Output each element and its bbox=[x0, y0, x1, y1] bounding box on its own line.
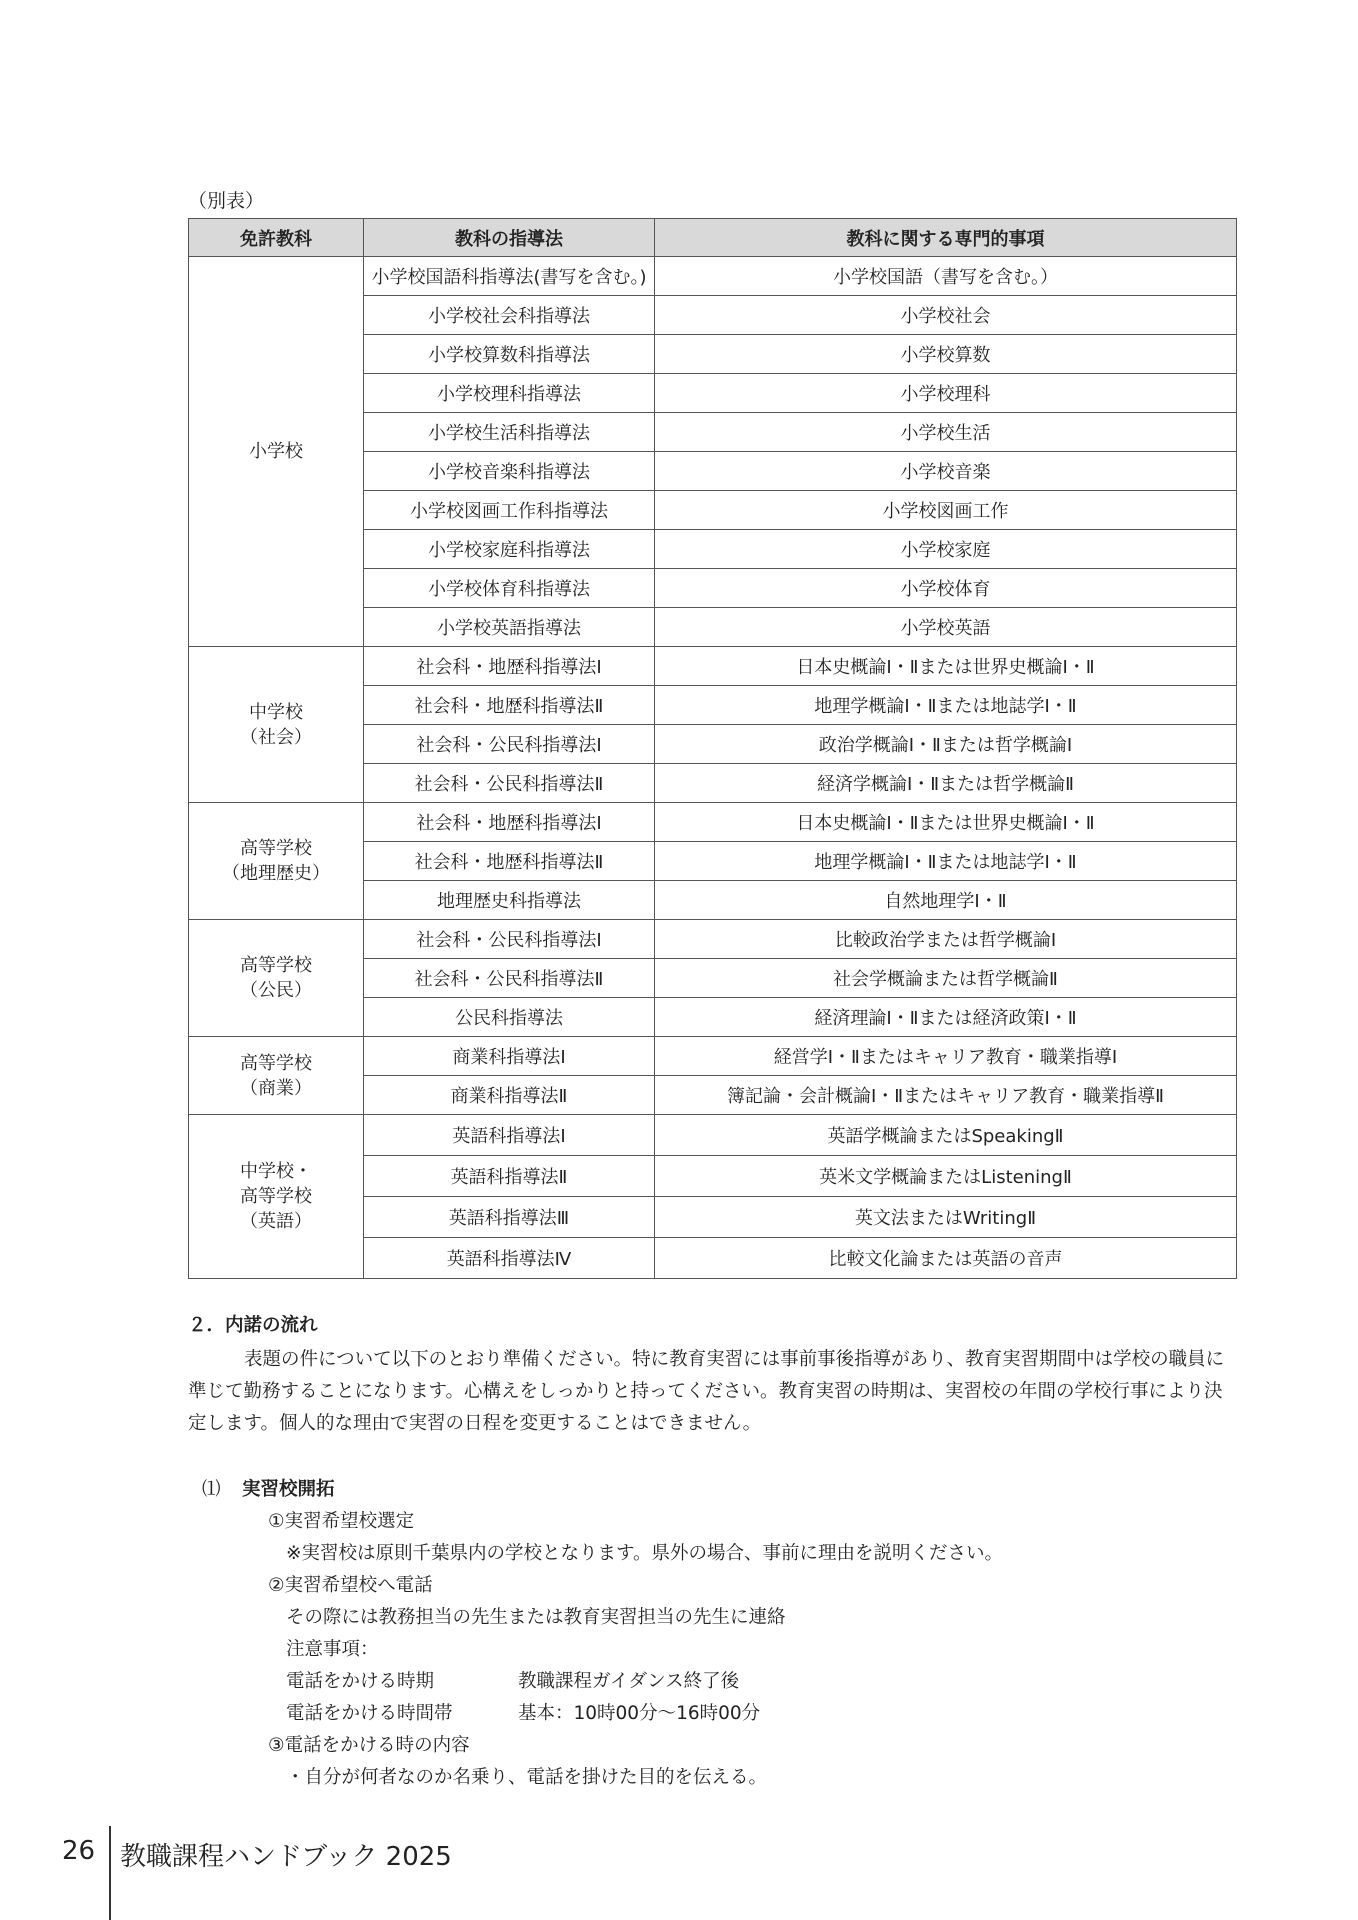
license-subject-line: 高等学校 bbox=[240, 1186, 312, 1207]
license-subject-cell bbox=[189, 920, 364, 1037]
license-subject-table bbox=[188, 218, 1237, 1279]
specialized-subject-cell: 英語学概論またはSpeakingⅡ bbox=[655, 1115, 1237, 1156]
specialized-subject-cell: 小学校図画工作 bbox=[655, 491, 1237, 530]
specialized-subject-cell: 英米文学概論またはListeningⅡ bbox=[655, 1156, 1237, 1197]
license-subject-line: 高等学校 bbox=[240, 955, 312, 976]
table-body bbox=[189, 257, 1237, 1279]
section-body-text: 表題の件について以下のとおり準備ください。特に教育実習には事前事後指導があり、教育実習期間中は学校の職員に準じて勤務することになります。心構えをしっかりと持ってください。教育実習の時期は、実習校の年間の学校行事により決定します。個人的な理由で実習の日程を変更することはできません。 bbox=[188, 1349, 1225, 1434]
page-number: 26 bbox=[62, 1836, 96, 1866]
license-subject-cell bbox=[189, 1037, 364, 1115]
teaching-method-cell: 社会科・地歴科指導法Ⅰ bbox=[364, 803, 655, 842]
teaching-method-cell: 小学校家庭科指導法 bbox=[364, 530, 655, 569]
section-heading: ２．内諾の流れ bbox=[188, 1315, 318, 1336]
specialized-subject-cell: 政治学概論Ⅰ・Ⅱまたは哲学概論Ⅰ bbox=[655, 725, 1237, 764]
teaching-method-cell: 小学校理科指導法 bbox=[364, 374, 655, 413]
teaching-method-cell: 社会科・公民科指導法Ⅱ bbox=[364, 959, 655, 998]
license-subject-line: （地理歴史） bbox=[222, 863, 330, 884]
step-3-note: ・自分が何者なのか名乗り、電話を掛けた目的を伝える。 bbox=[286, 1767, 768, 1788]
license-subject-line: （公民） bbox=[240, 980, 312, 1001]
specialized-subject-cell: 小学校社会 bbox=[655, 296, 1237, 335]
specialized-subject-cell: 経済学概論Ⅰ・Ⅱまたは哲学概論Ⅱ bbox=[655, 764, 1237, 803]
specialized-subject-cell: 小学校音楽 bbox=[655, 452, 1237, 491]
subsection-heading bbox=[188, 1474, 1236, 1506]
step-1-note: ※実習校は原則千葉県内の学校となります。県外の場合、事前に理由を説明ください。 bbox=[286, 1543, 1004, 1564]
teaching-method-cell: 小学校図画工作科指導法 bbox=[364, 491, 655, 530]
specialized-subject-cell: 小学校家庭 bbox=[655, 530, 1237, 569]
teaching-method-cell: 英語科指導法Ⅳ bbox=[364, 1238, 655, 1279]
specialized-subject-cell: 小学校理科 bbox=[655, 374, 1237, 413]
table-row bbox=[189, 1115, 1237, 1156]
teaching-method-cell: 小学校生活科指導法 bbox=[364, 413, 655, 452]
table-row bbox=[189, 803, 1237, 842]
teaching-method-cell: 小学校算数科指導法 bbox=[364, 335, 655, 374]
license-subject-cell bbox=[189, 1115, 364, 1279]
license-subject-line: 中学校 bbox=[249, 701, 303, 723]
subsection-number: ⑴ bbox=[202, 1479, 221, 1500]
teaching-method-cell: 社会科・公民科指導法Ⅰ bbox=[364, 725, 655, 764]
license-subject-line: 高等学校 bbox=[240, 1052, 312, 1074]
specialized-subject-cell: 小学校体育 bbox=[655, 569, 1237, 608]
teaching-method-cell: 社会科・公民科指導法Ⅱ bbox=[364, 764, 655, 803]
header-specialized-subject: 教科に関する専門的事項 bbox=[655, 219, 1237, 257]
specialized-subject-cell: 日本史概論Ⅰ・Ⅱまたは世界史概論Ⅰ・Ⅱ bbox=[655, 803, 1237, 842]
teaching-method-cell: 公民科指導法 bbox=[364, 998, 655, 1037]
specialized-subject-cell: 地理学概論Ⅰ・Ⅱまたは地誌学Ⅰ・Ⅱ bbox=[655, 842, 1237, 881]
license-subject-cell bbox=[189, 803, 364, 920]
specialized-subject-cell: 小学校英語 bbox=[655, 608, 1237, 647]
teaching-method-cell: 商業科指導法Ⅰ bbox=[364, 1037, 655, 1076]
subsection-title: 実習校開拓 bbox=[242, 1479, 335, 1500]
license-subject-line: （商業） bbox=[240, 1077, 312, 1099]
step-2: ②実習希望校へ電話 bbox=[268, 1575, 433, 1596]
footer-divider bbox=[109, 1826, 111, 1920]
call-hours-value: 基本：10時00分～16時00分 bbox=[518, 1703, 761, 1724]
teaching-method-cell: 小学校国語科指導法(書写を含む。) bbox=[364, 257, 655, 296]
teaching-method-cell: 小学校英語指導法 bbox=[364, 608, 655, 647]
specialized-subject-cell: 小学校算数 bbox=[655, 335, 1237, 374]
header-teaching-method: 教科の指導法 bbox=[364, 219, 655, 257]
teaching-method-cell: 小学校音楽科指導法 bbox=[364, 452, 655, 491]
specialized-subject-cell: 比較政治学または哲学概論Ⅰ bbox=[655, 920, 1237, 959]
specialized-subject-cell: 比較文化論または英語の音声 bbox=[655, 1238, 1237, 1279]
call-timing-label: 電話をかける時期 bbox=[286, 1671, 435, 1692]
license-subject-cell bbox=[189, 647, 364, 803]
teaching-method-cell: 小学校体育科指導法 bbox=[364, 569, 655, 608]
table-row bbox=[189, 257, 1237, 296]
step-2-note: その際には教務担当の先生または教育実習担当の先生に連絡 bbox=[286, 1607, 786, 1628]
license-subject-line: 小学校 bbox=[249, 441, 303, 462]
table-row bbox=[189, 647, 1237, 686]
license-subject-line: （社会） bbox=[240, 726, 312, 748]
teaching-method-cell: 英語科指導法Ⅰ bbox=[364, 1115, 655, 1156]
teaching-method-cell: 地理歴史科指導法 bbox=[364, 881, 655, 920]
specialized-subject-cell: 経営学Ⅰ・Ⅱまたはキャリア教育・職業指導Ⅰ bbox=[655, 1037, 1237, 1076]
specialized-subject-cell: 社会学概論または哲学概論Ⅱ bbox=[655, 959, 1237, 998]
license-subject-line: （英語） bbox=[240, 1211, 312, 1232]
header-license-subject: 免許教科 bbox=[189, 219, 364, 257]
teaching-method-cell: 小学校社会科指導法 bbox=[364, 296, 655, 335]
specialized-subject-cell: 日本史概論Ⅰ・Ⅱまたは世界史概論Ⅰ・Ⅱ bbox=[655, 647, 1237, 686]
table-row bbox=[189, 1037, 1237, 1076]
call-timing-value: 教職課程ガイダンス終了後 bbox=[518, 1671, 740, 1692]
teaching-method-cell: 社会科・地歴科指導法Ⅱ bbox=[364, 686, 655, 725]
teaching-method-cell: 英語科指導法Ⅱ bbox=[364, 1156, 655, 1197]
license-subject-line: 中学校・ bbox=[240, 1161, 312, 1182]
teaching-method-cell: 英語科指導法Ⅲ bbox=[364, 1197, 655, 1238]
specialized-subject-cell: 英文法またはWritingⅡ bbox=[655, 1197, 1237, 1238]
notes-label: 注意事項： bbox=[286, 1639, 379, 1660]
teaching-method-cell: 社会科・公民科指導法Ⅰ bbox=[364, 920, 655, 959]
teaching-method-cell: 社会科・地歴科指導法Ⅱ bbox=[364, 842, 655, 881]
table-header-row bbox=[189, 219, 1237, 257]
table-caption: （別表） bbox=[188, 190, 265, 212]
specialized-subject-cell: 簿記論・会計概論Ⅰ・Ⅱまたはキャリア教育・職業指導Ⅱ bbox=[655, 1076, 1237, 1115]
table-row bbox=[189, 920, 1237, 959]
teaching-method-cell: 社会科・地歴科指導法Ⅰ bbox=[364, 647, 655, 686]
teaching-method-cell: 商業科指導法Ⅱ bbox=[364, 1076, 655, 1115]
specialized-subject-cell: 自然地理学Ⅰ・Ⅱ bbox=[655, 881, 1237, 920]
specialized-subject-cell: 小学校国語（書写を含む。） bbox=[655, 257, 1237, 296]
footer-title: 教職課程ハンドブック 2025 bbox=[120, 1842, 452, 1872]
specialized-subject-cell: 地理学概論Ⅰ・Ⅱまたは地誌学Ⅰ・Ⅱ bbox=[655, 686, 1237, 725]
specialized-subject-cell: 小学校生活 bbox=[655, 413, 1237, 452]
license-subject-cell bbox=[189, 257, 364, 647]
call-hours-label: 電話をかける時間帯 bbox=[286, 1703, 453, 1724]
step-1: ①実習希望校選定 bbox=[268, 1511, 415, 1532]
step-3: ③電話をかける時の内容 bbox=[268, 1735, 470, 1756]
license-subject-line: 高等学校 bbox=[240, 838, 312, 859]
specialized-subject-cell: 経済理論Ⅰ・Ⅱまたは経済政策Ⅰ・Ⅱ bbox=[655, 998, 1237, 1037]
